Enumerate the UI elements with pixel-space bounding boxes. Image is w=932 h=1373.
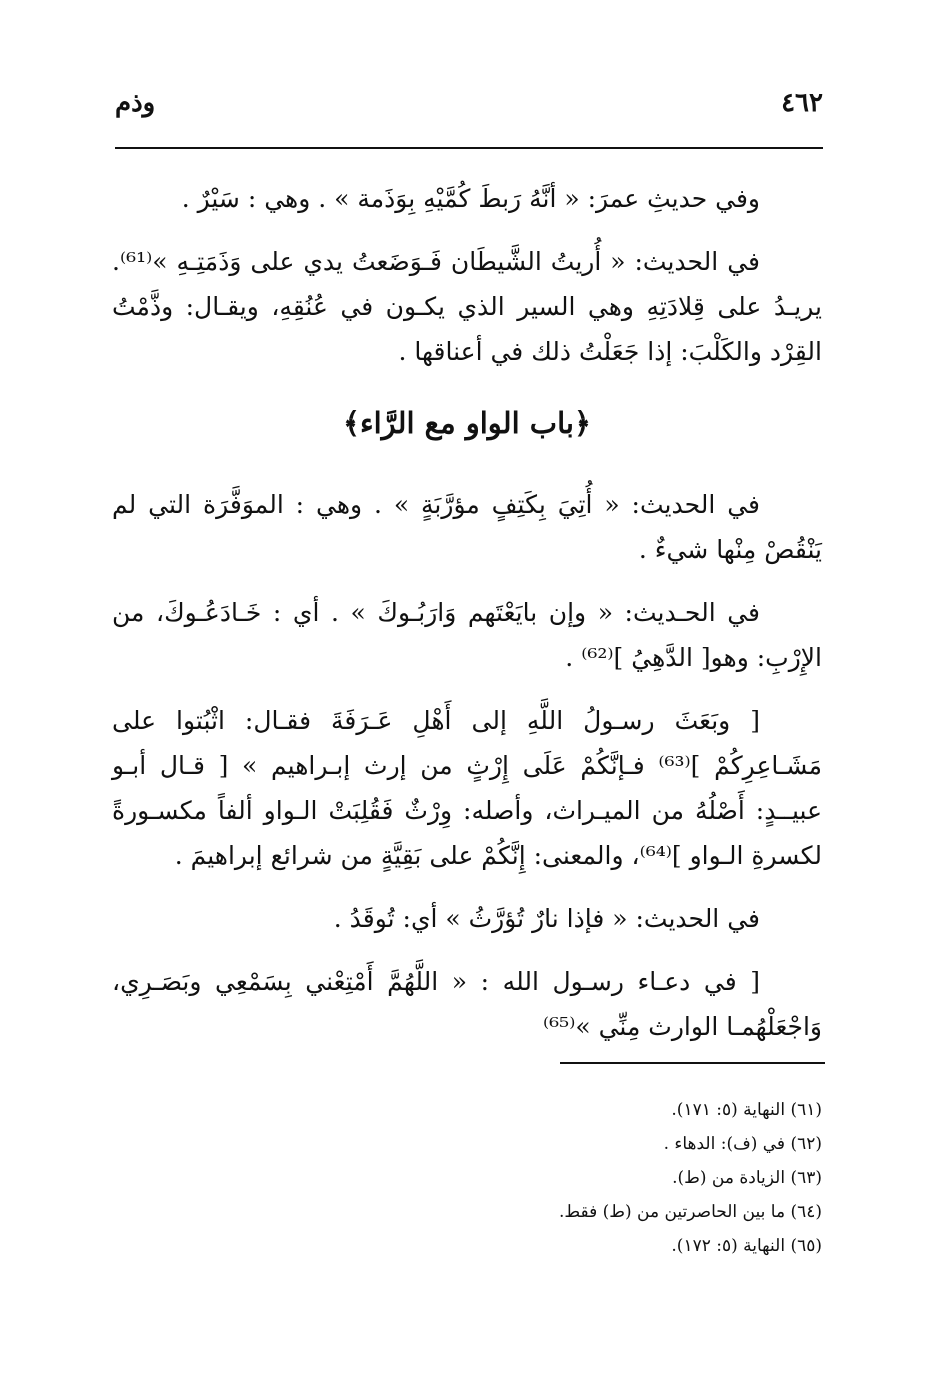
footnote-divider <box>560 1062 825 1064</box>
paragraph: في الحديث: « أُريتُ الشَّيطَان فَـوَضَعتُ يدي على وَذَمَتِـهِ »⁽⁶¹⁾. يريـدُ على قِلادَتِهِ وهي السير الذي يكـون في عُنُقِهِ، ويقـال: وذَّمْتُ القِرْد والكَلْبَ: إذا جَعَلْتُ ذلك في أعناقها . <box>112 247 822 366</box>
main-text <box>112 176 822 1067</box>
paragraph: في الحـديث: « وإن بايَعْتَهم وَارَبُـوكَ » . أي : خَـادَعُـوكَ، من الإِرْبِ: وهو[ الدَّهِيُ ]⁽⁶²⁾ . <box>112 598 822 672</box>
paragraph: [ وبَعَثَ رسـولُ اللَّهِ إلى أَهْلِ عَـرَفَةَ فقـال: اثْبُتوا على مَشَـاعِرِكُمْ ]⁽⁶³⁾ فـإنَّكُمْ عَلَى إِرْثٍ من إرث إبـراهيم » [ قـال أبـو عبيــدٍ: أَصْلُهُ من الميـراث، وأصله: وِرْثٌ فَقُلِبَتْ الـواو ألفاً مكسـورةً لكسرةِ الـواو ]⁽⁶⁴⁾، والمعنى: إِنَّكُمْ على بَقِيَّةٍ من شرائع إبراهيمَ . <box>112 706 823 870</box>
footnote: (٦٥) النهاية (٥: ١٧٢). <box>671 1236 822 1256</box>
section-title: ﴿باب الواو مع الرَّاء﴾ <box>343 406 591 440</box>
footnote: (٦٢) في (ف): الدهاء . <box>663 1134 822 1154</box>
paragraph: في الحديث: « فإذا نارٌ تُؤرَّثُ » أي: تُوقَدُ . <box>333 904 760 933</box>
footnotes <box>300 1093 822 1263</box>
footnote: (٦٣) الزيادة من (ط). <box>672 1168 822 1188</box>
footnote: (٦١) النهاية (٥: ١٧١). <box>671 1100 822 1120</box>
header-divider <box>115 147 823 149</box>
footnote: (٦٤) ما بين الحاصرتين من (ط) فقط. <box>558 1202 822 1222</box>
page-number: ٤٦٢ <box>781 88 823 118</box>
paragraph: في الحديث: « أُتِيَ بِكَتِفٍ مؤرَّبَةٍ » . وهي : الموَفَّرَة التي لم يَنْقُصْ مِنْها شيءٌ . <box>112 490 822 564</box>
page-header <box>115 88 823 132</box>
running-title: وذم <box>115 88 156 118</box>
paragraph: وفي حديثِ عمرَ: « أنَّهُ رَبطَ كُمَّيْهِ بِوَذَمة » . وهي : سَيْرٌ . <box>181 184 760 213</box>
paragraph: [ في دعـاء رسـول الله : « اللَّهُمَّ أَمْتِعْني بِسَمْعِي وبَصَـرِي، وَاجْعَلْهُمـا الوارث مِنِّي »⁽⁶⁵⁾ <box>112 967 822 1041</box>
